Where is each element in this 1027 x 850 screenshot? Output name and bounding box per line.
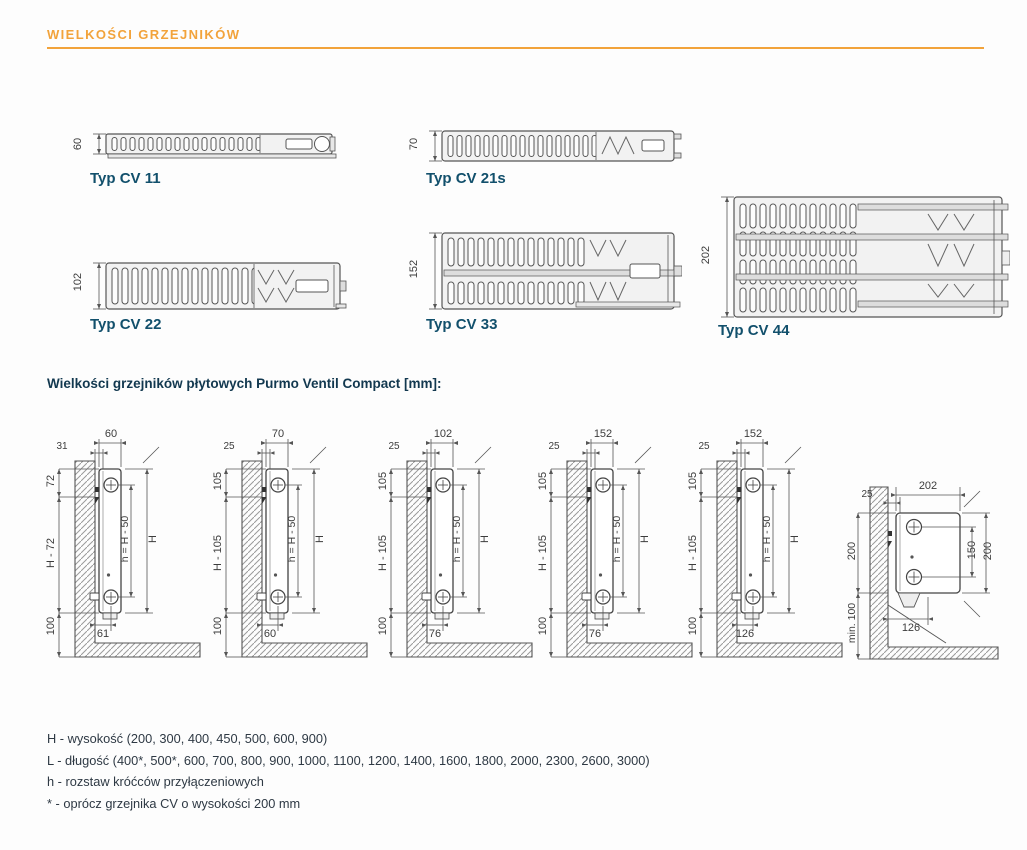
figure-top-view-cv22 [68, 256, 368, 346]
dim-wall-gap: 31 [56, 441, 68, 452]
depth-dim-label: 152 [408, 259, 420, 279]
depth-dim-label: 202 [700, 245, 712, 265]
dim-middle: H - 105 [687, 534, 699, 572]
dim-bottom-offset: 76 [428, 628, 442, 640]
dim-lower: 100 [45, 616, 57, 636]
figure-cross-section-cv33 [537, 427, 712, 672]
dim-height: H [639, 535, 651, 543]
radiator-top-view-cv33 [426, 230, 682, 312]
dim-upper: 105 [377, 471, 389, 491]
dim-upper: 105 [537, 471, 549, 491]
legend-line-height: H - wysokość (200, 300, 400, 450, 500, 600, 900) [47, 731, 328, 746]
dim-top-width: 70 [271, 428, 285, 440]
dim-lower: 100 [537, 616, 549, 636]
dim-height: H [789, 535, 801, 543]
dim-wall-gap: 25 [861, 489, 873, 500]
dim-valve-spacing: 150 [966, 540, 978, 560]
corner-detail-drawing [848, 473, 1025, 668]
dim-middle: H - 105 [537, 534, 549, 572]
dim-top-width: 60 [104, 428, 118, 440]
dim-pipe-spacing: h = H - 50 [451, 515, 463, 563]
dim-lower: 100 [212, 616, 224, 636]
figure-top-view-cv21s [404, 124, 704, 200]
dim-upper: 105 [212, 471, 224, 491]
dim-top-width: 152 [593, 428, 613, 440]
legend-line-length: L - długość (400*, 500*, 600, 700, 800, 900, 1000, 1100, 1200, 1400, 1600, 1800, 2000, 2300, 2600, 3000) [47, 752, 650, 768]
radiator-top-view-cv44 [718, 194, 1010, 320]
dim-bottom-offset: 76 [588, 628, 602, 640]
figure-cross-section-cv21s [212, 427, 387, 672]
depth-dim-label: 70 [408, 137, 420, 151]
dim-upper: 72 [45, 474, 57, 488]
dim-pipe-spacing: h = H - 50 [611, 515, 623, 563]
legend-line-footnote: * - oprócz grzejnika CV o wysokości 200 mm [47, 795, 301, 811]
page-title: WIELKOŚCI GRZEJNIKÓW [47, 27, 241, 42]
dim-pipe-spacing: h = H - 50 [119, 515, 131, 563]
dim-height: H [147, 535, 159, 543]
type-label-cv22: Typ CV 22 [90, 316, 162, 333]
figure-corner-detail-cv44 [848, 473, 1025, 668]
dim-top-width: 202 [918, 480, 938, 492]
figure-cross-section-cv44 [687, 427, 862, 672]
dim-height: H [479, 535, 491, 543]
depth-dim-label: 60 [72, 137, 84, 151]
dim-height: H [314, 535, 326, 543]
type-label-cv44: Typ CV 44 [718, 322, 790, 339]
dim-wall-gap: 25 [223, 441, 235, 452]
legend-line-pipe-spacing: h - rozstaw króćców przyłączeniowych [47, 774, 264, 789]
section-title: Wielkości grzejników płytowych Purmo Ventil Compact [mm]: [47, 376, 442, 391]
dim-middle: H - 105 [377, 534, 389, 572]
dim-top-width: 152 [743, 428, 763, 440]
dim-wall-gap: 25 [388, 441, 400, 452]
dim-left-upper: 200 [846, 541, 858, 561]
dim-bottom-offset: 126 [735, 628, 755, 640]
dim-top-width: 102 [433, 428, 453, 440]
dim-middle: H - 72 [45, 538, 57, 568]
figure-top-view-cv11 [68, 128, 368, 198]
dim-lower: 100 [377, 616, 389, 636]
type-label-cv33: Typ CV 33 [426, 316, 498, 333]
figure-top-view-cv33 [404, 226, 704, 342]
type-label-cv11: Typ CV 11 [90, 170, 161, 187]
dim-bottom-offset: 61 [96, 628, 110, 640]
figure-cross-section-cv22 [377, 427, 552, 672]
dim-pipe-spacing: h = H - 50 [761, 515, 773, 563]
figure-top-view-cv44 [688, 190, 1024, 342]
header-rule [47, 47, 984, 49]
dim-lower: 100 [687, 616, 699, 636]
dim-height: 200 [982, 541, 994, 561]
dim-middle: H - 105 [212, 534, 224, 572]
dim-wall-gap: 25 [698, 441, 710, 452]
radiator-top-view-cv21s [426, 128, 682, 164]
dim-wall-gap: 25 [548, 441, 560, 452]
figure-cross-section-cv11 [45, 427, 220, 672]
legend [47, 731, 650, 817]
dim-bottom-offset: 60 [263, 628, 277, 640]
dim-left-lower: min. 100 [846, 602, 858, 644]
type-label-cv21s: Typ CV 21s [426, 170, 506, 187]
radiator-top-view-cv22 [90, 260, 348, 312]
dim-bottom-offset: 126 [901, 622, 921, 634]
depth-dim-label: 102 [72, 272, 84, 292]
radiator-top-view-cv11 [90, 132, 340, 162]
dim-upper: 105 [687, 471, 699, 491]
dim-pipe-spacing: h = H - 50 [286, 515, 298, 563]
